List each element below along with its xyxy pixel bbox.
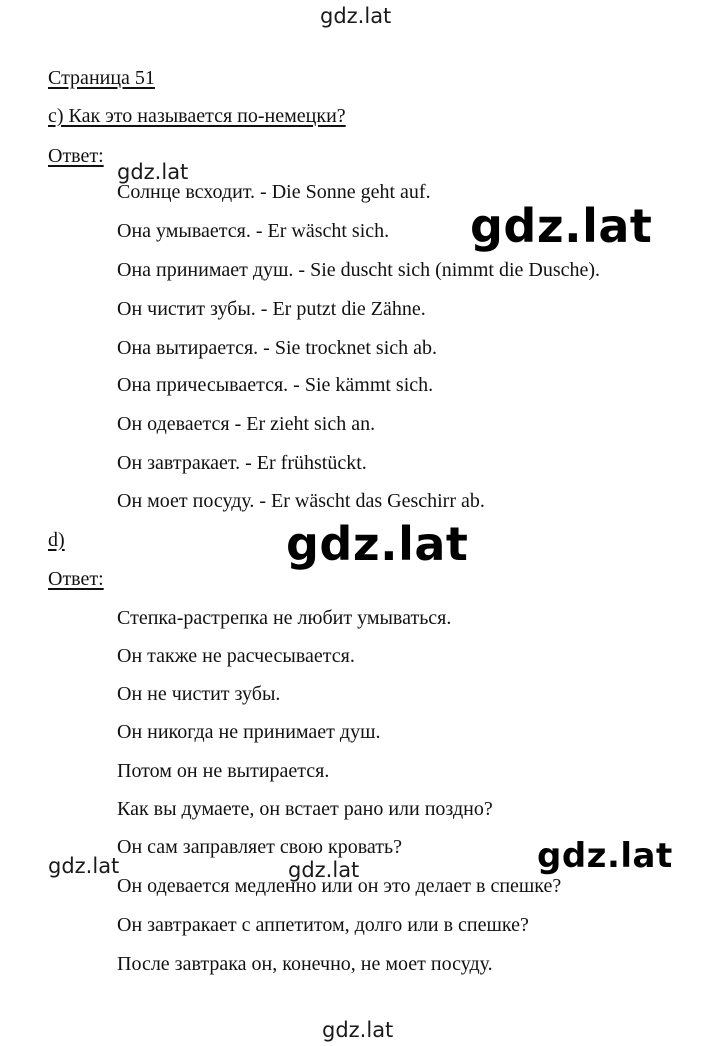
section-d-line-3: Он не чистит зубы. [117,683,281,705]
section-c-line-1: Солнце всходит. - Die Sonne geht auf. [117,181,431,203]
section-d-line-1: Степка-растрепка не любит умываться. [117,607,452,629]
watermark-top: gdz.lat [320,4,392,28]
section-d-line-5: Потом он не вытирается. [117,760,330,782]
watermark-small-2: gdz.lat [48,854,120,878]
section-d-line-9: Он завтракает с аппетитом, долго или в спешке? [117,914,529,936]
watermark-large-3: gdz.lat [537,836,673,876]
section-c-line-3: Она принимает душ. - Sie duscht sich (nimmt die Dusche). [117,259,601,281]
watermark-small-1: gdz.lat [117,160,189,184]
section-c-line-2: Она умывается. - Er wäscht sich. [117,220,390,242]
section-c-line-8: Он завтракает. - Er frühstückt. [117,452,367,474]
section-d-line-7: Он сам заправляет свою кровать? [117,836,402,858]
watermark-bottom: gdz.lat [322,1018,394,1042]
watermark-large-2: gdz.lat [286,517,469,571]
page-heading: Страница 51 [48,67,155,89]
section-c-title: c) Как это называется по-немецки? [48,105,346,127]
section-c-line-4: Он чистит зубы. - Er putzt die Zähne. [117,298,426,320]
section-d-line-4: Он никогда не принимает душ. [117,721,381,743]
section-d-title: d) [48,529,65,551]
section-d-answer-label: Ответ: [48,568,104,590]
watermark-clipped-wrap [537,836,673,876]
watermark-small-3: gdz.lat [288,858,360,882]
watermark-large-1: gdz.lat [470,199,653,253]
section-c-line-6: Она причесывается. - Sie kämmt sich. [117,374,434,396]
section-c-answer-label: Ответ: [48,145,104,167]
section-d-line-10: После завтрака он, конечно, не моет посуду. [117,953,493,975]
section-c-line-5: Она вытирается. - Sie trocknet sich ab. [117,337,437,359]
section-d-line-6: Как вы думаете, он встает рано или поздно? [117,798,493,820]
section-d-line-8: Он одевается медленно или он это делает в спешке? [117,875,562,897]
section-c-line-7: Он одевается - Er zieht sich an. [117,413,376,435]
section-d-line-2: Он также не расчесывается. [117,645,355,667]
section-c-line-9: Он моет посуду. - Er wäscht das Geschirr ab. [117,490,485,512]
